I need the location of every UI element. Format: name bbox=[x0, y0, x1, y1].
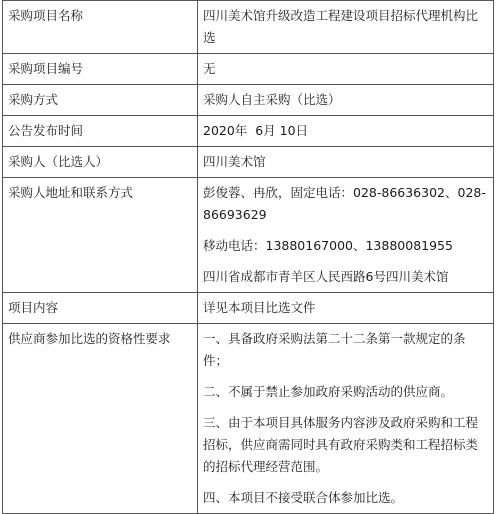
purchaser-value: 四川美术馆 bbox=[198, 147, 494, 178]
contact-address: 四川省成都市青羊区人民西路6号四川美术馆 bbox=[203, 269, 449, 284]
qualification-item-4: 四、本项目不接受联合体参加比选。 bbox=[203, 490, 404, 505]
qualification-value bbox=[198, 324, 494, 514]
project-content-value: 详见本项目比选文件 bbox=[198, 293, 494, 324]
row-qualification bbox=[3, 324, 494, 514]
project-number-value: 无 bbox=[198, 54, 494, 85]
procurement-method-label: 采购方式 bbox=[3, 85, 198, 116]
row-project-name bbox=[3, 1, 494, 54]
row-procurement-method bbox=[3, 85, 494, 116]
procurement-method-value: 采购人自主采购（比选） bbox=[198, 85, 494, 116]
project-number-label: 采购项目编号 bbox=[3, 54, 198, 85]
procurement-info-table bbox=[2, 0, 494, 514]
qualification-label: 供应商参加比选的资格性要求 bbox=[3, 324, 198, 514]
publish-date-label: 公告发布时间 bbox=[3, 116, 198, 147]
publish-date-value: 2020年 6月 10日 bbox=[198, 116, 494, 147]
purchaser-label: 采购人（比选人） bbox=[3, 147, 198, 178]
qualification-item-1: 一、具备政府采购法第二十二条第一款规定的条件； bbox=[203, 331, 466, 368]
project-name-label: 采购项目名称 bbox=[3, 1, 198, 54]
row-project-content bbox=[3, 293, 494, 324]
row-publish-date bbox=[3, 116, 494, 147]
row-purchaser bbox=[3, 147, 494, 178]
qualification-item-2: 二、不属于禁止参加政府采购活动的供应商。 bbox=[203, 384, 454, 399]
project-content-label: 项目内容 bbox=[3, 293, 198, 324]
project-name-value: 四川美术馆升级改造工程建设项目招标代理机构比选 bbox=[198, 1, 494, 54]
contact-label: 采购人地址和联系方式 bbox=[3, 178, 198, 293]
procurement-notice bbox=[2, 0, 493, 505]
contact-mobile: 移动电话：13880167000、13880081955 bbox=[203, 238, 453, 253]
row-contact bbox=[3, 178, 494, 293]
row-project-number bbox=[3, 54, 494, 85]
qualification-item-3: 三、由于本项目具体服务内容涉及政府采购和工程招标，供应商需同时具有政府采购类和工程招标类的招标代理经营范围。 bbox=[203, 415, 479, 474]
contact-landline: 彭俊蓉、冉欣，固定电话：028-86636302、028-86693629 bbox=[203, 185, 486, 222]
contact-value bbox=[198, 178, 494, 293]
